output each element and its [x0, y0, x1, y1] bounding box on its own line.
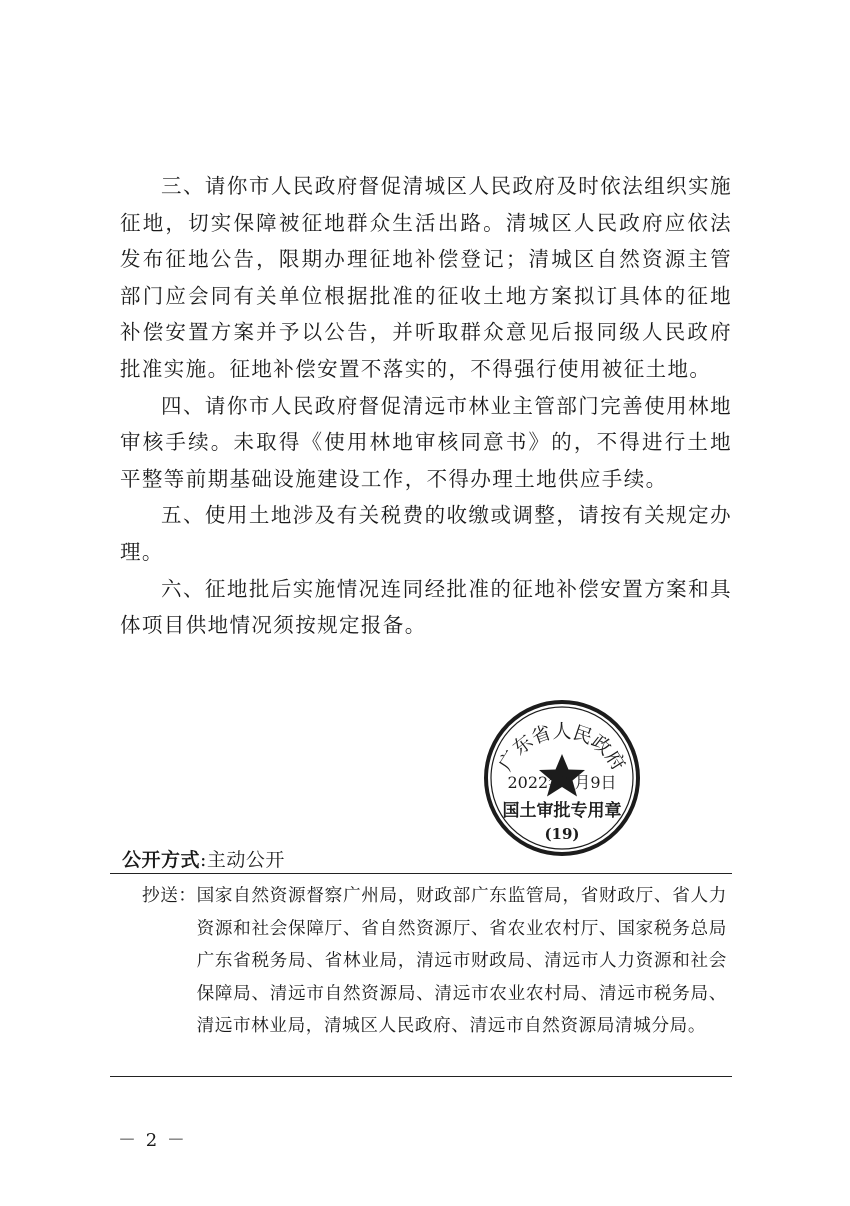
cc-label: 抄送： — [142, 886, 197, 906]
page-number: － 2 － — [118, 1130, 187, 1151]
cc-block — [142, 880, 727, 1043]
seal-purpose: 国土审批专用章 — [502, 801, 622, 821]
disclosure-method — [122, 845, 285, 872]
cc-content: 国家自然资源督察广州局，财政部广东监管局，省财政厅、省人力资源和社会保障厅、省自然资源厅、省农业农村厅、国家税务总局广东省税务局、省林业局，清远市财政局、清远市人力资源和社会保障局、清远市自然资源局、清远市农业农村局、清远市税务局、清远市林业局，清城区人民政府、清远市自然资源局清城分局。 — [196, 886, 727, 1037]
paragraph-6: 六、征地批后实施情况连同经批准的征地补偿安置方案和具体项目供地情况须按规定报备。 — [120, 576, 732, 638]
disclosure-label: 公开方式 — [122, 849, 201, 871]
body-text — [120, 168, 732, 644]
seal-date: 2022年1月9日 — [507, 773, 617, 792]
paragraph-5: 五、使用土地涉及有关税费的收缴或调整，请按有关规定办理。 — [120, 503, 732, 564]
paragraph-4: 四、请你市人民政府督促清远市林业主管部门完善使用林地审核手续。未取得《使用林地审核同意书》的，不得进行土地平整等前期基础设施建设工作，不得办理土地供应手续。 — [120, 393, 732, 491]
disclosure-value: :主动公开 — [200, 849, 285, 871]
divider-top — [110, 873, 732, 874]
divider-bottom — [110, 1076, 732, 1077]
official-seal — [482, 698, 642, 858]
seal-arc-text: 广东省人民政府 — [494, 720, 630, 775]
seal-number: (19) — [544, 825, 580, 843]
paragraph-3: 三、请你市人民政府督促清城区人民政府及时依法组织实施征地，切实保障被征地群众生活出路。清城区人民政府应依法发布征地公告，限期办理征地补偿登记；清城区自然资源主管部门应会同有关单位根据批准的征收土地方案拟订具体的征地补偿安置方案并予以公告，并听取群众意见后报同级人民政府批准实施。征地补偿安置不落实的，不得强行使用被征土地。 — [120, 174, 732, 381]
